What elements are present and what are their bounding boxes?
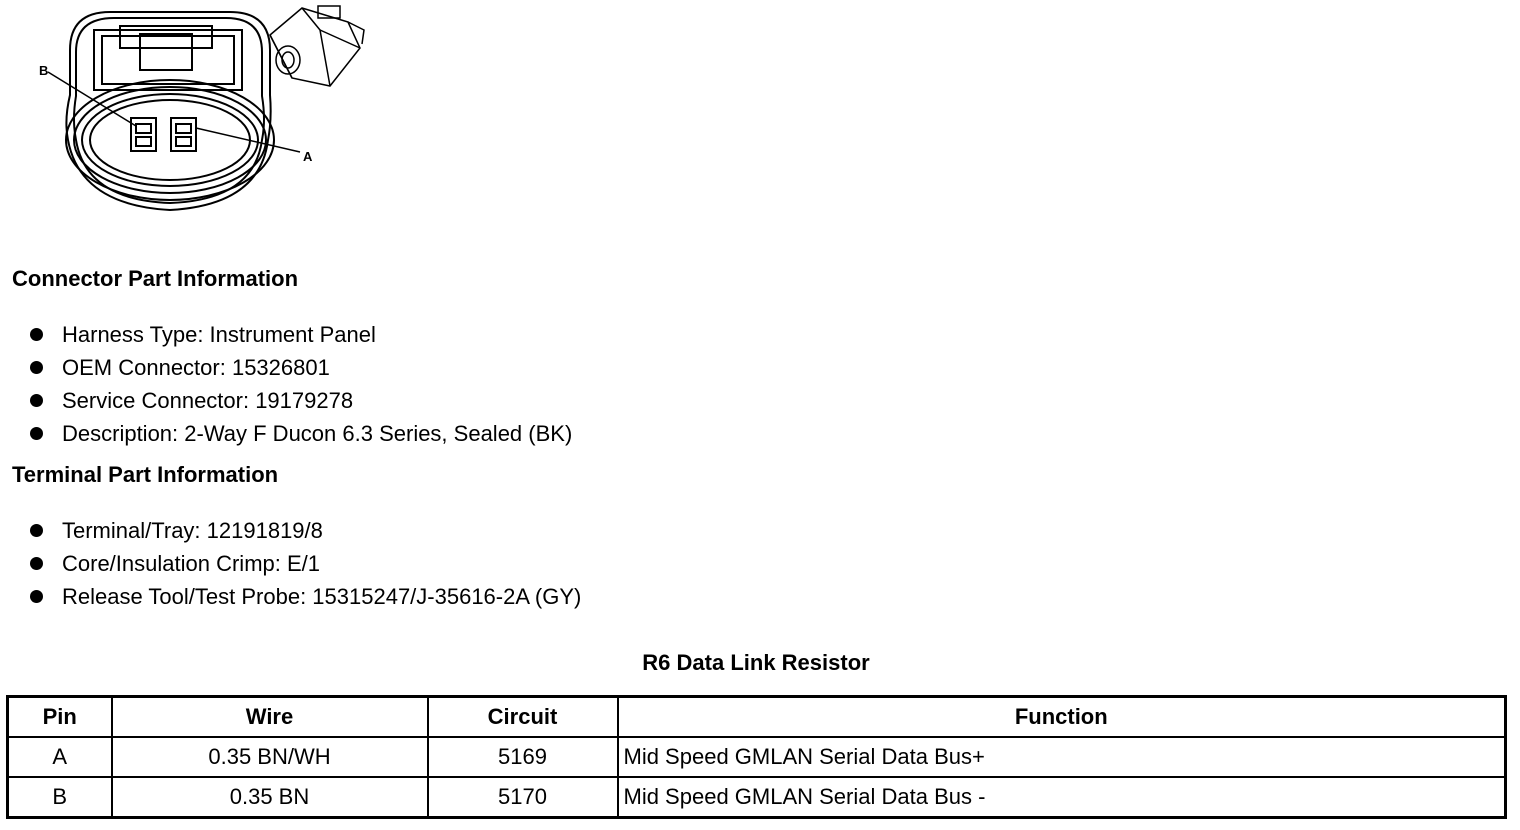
header-circuit: Circuit bbox=[428, 697, 618, 738]
connector-diagram bbox=[30, 0, 370, 225]
header-function: Function bbox=[618, 697, 1506, 738]
connector-info-heading: Connector Part Information bbox=[12, 266, 299, 291]
table-row bbox=[8, 737, 1506, 777]
cell-function: Mid Speed GMLAN Serial Data Bus+ bbox=[618, 737, 1506, 777]
terminal-info-heading: Terminal Part Information bbox=[12, 462, 279, 487]
connector-info-list bbox=[30, 318, 572, 450]
cell-pin: A bbox=[8, 737, 112, 777]
list-item: Service Connector: 19179278 bbox=[30, 384, 572, 417]
callout-b-label: B bbox=[39, 63, 49, 78]
header-pin: Pin bbox=[8, 697, 112, 738]
cell-wire: 0.35 BN/WH bbox=[112, 737, 428, 777]
list-item: OEM Connector: 15326801 bbox=[30, 351, 572, 384]
header-wire: Wire bbox=[112, 697, 428, 738]
table-row bbox=[8, 777, 1506, 818]
cell-function: Mid Speed GMLAN Serial Data Bus - bbox=[618, 777, 1506, 818]
list-item: Release Tool/Test Probe: 15315247/J-35616-2A (GY) bbox=[30, 580, 581, 613]
cell-pin: B bbox=[8, 777, 112, 818]
cell-circuit: 5169 bbox=[428, 737, 618, 777]
list-item: Terminal/Tray: 12191819/8 bbox=[30, 514, 581, 547]
list-item: Harness Type: Instrument Panel bbox=[30, 318, 572, 351]
pin-table bbox=[6, 695, 1507, 819]
cell-wire: 0.35 BN bbox=[112, 777, 428, 818]
table-title: R6 Data Link Resistor bbox=[642, 650, 870, 675]
table-header-row bbox=[8, 697, 1506, 738]
terminal-info-list bbox=[30, 514, 581, 613]
callout-a-label: A bbox=[303, 149, 313, 164]
cell-circuit: 5170 bbox=[428, 777, 618, 818]
list-item: Description: 2-Way F Ducon 6.3 Series, Sealed (BK) bbox=[30, 417, 572, 450]
list-item: Core/Insulation Crimp: E/1 bbox=[30, 547, 581, 580]
